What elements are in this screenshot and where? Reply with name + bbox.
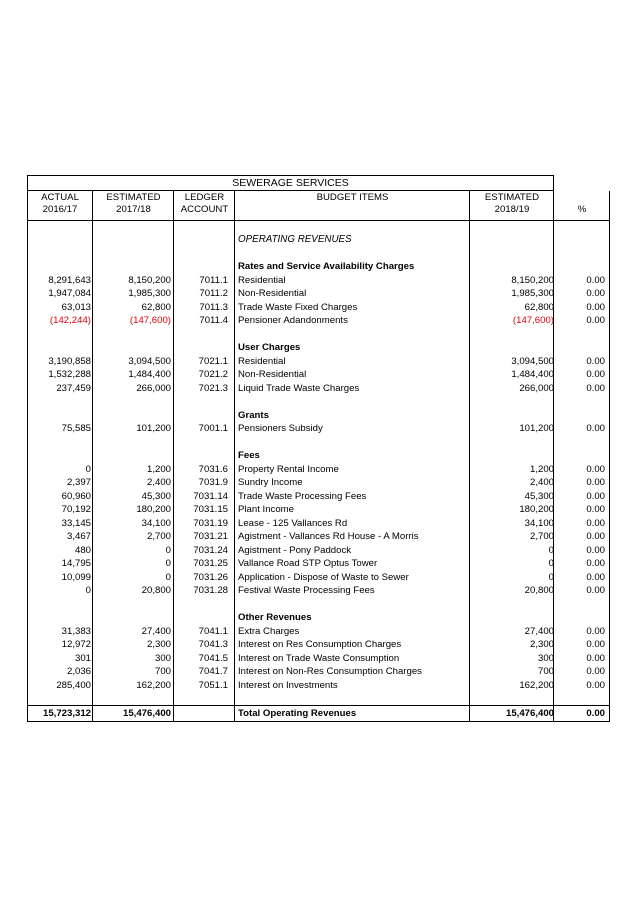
cell-ledger-account: 7011.1 <box>199 274 228 286</box>
header-actual-year: 2016/17 <box>42 204 78 215</box>
table-row <box>27 476 610 489</box>
section-heading-operating-revenues <box>27 233 610 246</box>
cell-ledger-account: 7031.6 <box>198 463 228 475</box>
table-row <box>27 463 610 476</box>
cell-estimated-2017-18: 700 <box>154 666 171 677</box>
total-row <box>27 707 610 720</box>
header-actual-label: ACTUAL <box>41 192 79 203</box>
cell-ledger-account: 7051.1 <box>198 679 228 691</box>
cell-estimated-2018-19: (147,600) <box>512 315 554 326</box>
total-percent: 0.00 <box>586 708 605 719</box>
header-estimated-2018-19 <box>470 192 554 216</box>
header-ledger-label: LEDGER <box>184 192 225 203</box>
table-row <box>27 490 610 503</box>
cell-actual: 60,960 <box>61 490 91 502</box>
cell-budget-item: Lease - 125 Vallances Rd <box>238 517 348 529</box>
cell-ledger-account: 7031.26 <box>193 571 228 583</box>
table-row <box>27 503 610 516</box>
cell-actual: 2,397 <box>66 477 91 488</box>
cell-estimated-2018-19: 162,200 <box>519 679 554 691</box>
cell-actual: (142,244) <box>49 315 91 326</box>
cell-actual: 10,099 <box>61 571 91 583</box>
table-row <box>27 544 610 557</box>
table-row <box>27 665 610 678</box>
cell-budget-item: Trade Waste Processing Fees <box>238 490 367 502</box>
cell-actual: 1,947,084 <box>48 288 91 299</box>
cell-actual: 8,291,643 <box>48 274 91 286</box>
cell-estimated-2017-18: 8,150,200 <box>128 274 171 286</box>
cell-actual: 33,145 <box>61 517 91 529</box>
table-row <box>27 638 610 651</box>
header-ledger <box>174 192 235 216</box>
cell-actual: 2,036 <box>66 666 91 677</box>
cell-estimated-2018-19: 700 <box>537 666 554 677</box>
total-divider <box>27 705 610 706</box>
cell-budget-item: Interest on Trade Waste Consumption <box>238 652 400 664</box>
total-label: Total Operating Revenues <box>238 708 357 719</box>
cell-budget-item: Non-Residential <box>238 288 307 299</box>
cell-percent: 0.00 <box>586 666 605 677</box>
cell-estimated-2017-18: 0 <box>165 571 171 583</box>
cell-budget-item: Pensioners Subsidy <box>238 423 323 434</box>
cell-ledger-account: 7041.5 <box>198 652 228 664</box>
cell-percent: 0.00 <box>586 531 605 542</box>
cell-estimated-2017-18: 34,100 <box>141 517 171 529</box>
section-title: Other Revenues <box>238 612 312 623</box>
table-row <box>27 517 610 530</box>
cell-budget-item: Trade Waste Fixed Charges <box>238 301 358 313</box>
cell-percent: 0.00 <box>586 639 605 650</box>
table-row <box>27 368 610 381</box>
cell-actual: 14,795 <box>61 558 91 569</box>
cell-percent: 0.00 <box>586 274 605 286</box>
cell-actual: 3,467 <box>66 531 91 542</box>
cell-budget-item: Application - Dispose of Waste to Sewer <box>238 571 409 583</box>
header-ledger-account: ACCOUNT <box>180 204 229 215</box>
cell-estimated-2018-19: 300 <box>537 652 554 664</box>
cell-estimated-2018-19: 8,150,200 <box>511 274 554 286</box>
table-row <box>27 557 610 570</box>
cell-estimated-2018-19: 2,400 <box>529 477 554 488</box>
cell-budget-item: Agistment - Pony Paddock <box>238 544 352 556</box>
cell-budget-item: Sundry Income <box>238 477 303 488</box>
cell-actual: 301 <box>74 652 91 664</box>
cell-estimated-2018-19: 62,800 <box>524 301 554 313</box>
cell-estimated-2017-18: 2,300 <box>146 639 171 650</box>
cell-estimated-2017-18: 0 <box>165 544 171 556</box>
cell-percent: 0.00 <box>586 585 605 596</box>
cell-estimated-2017-18: 27,400 <box>141 625 171 637</box>
cell-ledger-account: 7041.1 <box>198 625 228 637</box>
cell-estimated-2017-18: 2,400 <box>146 477 171 488</box>
table-row <box>27 652 610 665</box>
table-row <box>27 301 610 314</box>
total-estimated-2017-18: 15,476,400 <box>122 708 171 719</box>
cell-estimated-2018-19: 1,484,400 <box>511 369 554 380</box>
header-budget-items <box>235 192 470 204</box>
cell-percent: 0.00 <box>586 652 605 664</box>
section-title: Fees <box>238 450 260 461</box>
cell-budget-item: Vallance Road STP Optus Tower <box>238 558 378 569</box>
cell-estimated-2017-18: 2,700 <box>146 531 171 542</box>
cell-estimated-2017-18: 1,484,400 <box>128 369 171 380</box>
cell-estimated-2017-18: 20,800 <box>141 585 171 596</box>
cell-estimated-2017-18: (147,600) <box>129 315 171 326</box>
cell-ledger-account: 7021.3 <box>198 382 228 394</box>
cell-ledger-account: 7041.7 <box>198 666 228 677</box>
section-title-row <box>27 449 610 462</box>
cell-ledger-account: 7031.19 <box>193 517 228 529</box>
table-row <box>27 314 610 327</box>
cell-estimated-2017-18: 1,985,300 <box>128 288 171 299</box>
cell-budget-item: Interest on Investments <box>238 679 338 691</box>
sheet-title: SEWERAGE SERVICES <box>27 175 554 191</box>
cell-estimated-2017-18: 101,200 <box>136 423 171 434</box>
cell-budget-item: Residential <box>238 355 286 367</box>
cell-percent: 0.00 <box>586 490 605 502</box>
header-estimated-label: ESTIMATED <box>106 192 161 203</box>
cell-ledger-account: 7001.1 <box>198 423 228 434</box>
table-row <box>27 355 610 368</box>
cell-ledger-account: 7041.3 <box>198 639 228 650</box>
cell-ledger-account: 7031.9 <box>198 477 228 488</box>
header-estimated-label: ESTIMATED <box>484 192 540 203</box>
header-divider <box>27 220 610 221</box>
cell-percent: 0.00 <box>586 558 605 569</box>
cell-budget-item: Residential <box>238 274 286 286</box>
section-title-row <box>27 409 610 422</box>
cell-estimated-2017-18: 162,200 <box>136 679 171 691</box>
cell-percent: 0.00 <box>586 504 605 515</box>
table-row <box>27 274 610 287</box>
cell-estimated-2017-18: 180,200 <box>136 504 171 515</box>
section-title-row <box>27 341 610 354</box>
header-budget-items-label: BUDGET ITEMS <box>316 192 389 203</box>
cell-percent: 0.00 <box>586 544 605 556</box>
cell-percent: 0.00 <box>586 571 605 583</box>
cell-estimated-2018-19: 0 <box>548 544 554 556</box>
cell-ledger-account: 7031.28 <box>193 585 228 596</box>
total-actual: 15,723,312 <box>42 708 91 719</box>
cell-budget-item: Extra Charges <box>238 625 300 637</box>
table-row <box>27 679 610 692</box>
cell-actual: 1,532,288 <box>48 369 91 380</box>
cell-estimated-2018-19: 266,000 <box>519 382 554 394</box>
cell-ledger-account: 7031.21 <box>193 531 228 542</box>
cell-ledger-account: 7021.1 <box>198 355 228 367</box>
cell-actual: 12,972 <box>61 639 91 650</box>
cell-ledger-account: 7031.15 <box>193 504 228 515</box>
cell-estimated-2018-19: 3,094,500 <box>511 355 554 367</box>
cell-percent: 0.00 <box>586 382 605 394</box>
cell-ledger-account: 7031.25 <box>193 558 228 569</box>
header-percent <box>554 204 610 216</box>
cell-budget-item: Pensioner Adandonments <box>238 315 348 326</box>
section-title-row <box>27 611 610 624</box>
cell-estimated-2018-19: 180,200 <box>519 504 554 515</box>
section-title-row <box>27 260 610 273</box>
table-row <box>27 382 610 395</box>
cell-actual: 31,383 <box>61 625 91 637</box>
total-estimated-2018-19: 15,476,400 <box>505 708 554 719</box>
cell-estimated-2018-19: 2,700 <box>529 531 554 542</box>
cell-percent: 0.00 <box>586 625 605 637</box>
cell-estimated-2018-19: 34,100 <box>524 517 554 529</box>
cell-ledger-account: 7011.2 <box>199 288 228 299</box>
cell-estimated-2018-19: 0 <box>548 571 554 583</box>
table-row <box>27 287 610 300</box>
cell-estimated-2018-19: 27,400 <box>524 625 554 637</box>
cell-budget-item: Non-Residential <box>238 369 307 380</box>
cell-ledger-account: 7031.24 <box>193 544 228 556</box>
header-estimated-2017-18 <box>93 192 174 216</box>
cell-actual: 63,013 <box>61 301 91 313</box>
header-estimated-year: 2018/19 <box>494 204 530 215</box>
cell-percent: 0.00 <box>586 423 605 434</box>
cell-estimated-2018-19: 2,300 <box>529 639 554 650</box>
cell-estimated-2018-19: 0 <box>548 558 554 569</box>
cell-percent: 0.00 <box>586 679 605 691</box>
cell-ledger-account: 7011.3 <box>199 301 228 313</box>
section-title: Rates and Service Availability Charges <box>238 261 415 272</box>
cell-estimated-2017-18: 62,800 <box>141 301 171 313</box>
cell-estimated-2018-19: 101,200 <box>519 423 554 434</box>
cell-estimated-2017-18: 266,000 <box>136 382 171 394</box>
cell-budget-item: Interest on Non-Res Consumption Charges <box>238 666 422 677</box>
cell-budget-item: Festival Waste Processing Fees <box>238 585 375 596</box>
cell-budget-item: Agistment - Vallances Rd House - A Morris <box>238 531 419 542</box>
cell-estimated-2017-18: 0 <box>165 558 171 569</box>
cell-budget-item: Interest on Res Consumption Charges <box>238 639 402 650</box>
cell-percent: 0.00 <box>586 355 605 367</box>
table-row <box>27 571 610 584</box>
cell-budget-item: Plant Income <box>238 504 294 515</box>
cell-actual: 0 <box>85 585 91 596</box>
cell-percent: 0.00 <box>586 301 605 313</box>
cell-actual: 75,585 <box>61 423 91 434</box>
cell-percent: 0.00 <box>586 288 605 299</box>
cell-actual: 237,459 <box>56 382 91 394</box>
table-row <box>27 422 610 435</box>
cell-actual: 480 <box>74 544 91 556</box>
cell-budget-item: Property Rental Income <box>238 463 339 475</box>
cell-estimated-2018-19: 20,800 <box>524 585 554 596</box>
cell-estimated-2017-18: 1,200 <box>146 463 171 475</box>
cell-actual: 0 <box>85 463 91 475</box>
section-title: User Charges <box>238 342 301 353</box>
operating-revenues-heading: OPERATING REVENUES <box>238 234 352 245</box>
section-title: Grants <box>238 409 269 421</box>
cell-percent: 0.00 <box>586 315 605 326</box>
table-row <box>27 625 610 638</box>
cell-ledger-account: 7021.2 <box>198 369 228 380</box>
cell-estimated-2017-18: 45,300 <box>141 490 171 502</box>
header-actual <box>27 192 93 216</box>
header-percent-label: % <box>577 204 587 215</box>
cell-actual: 70,192 <box>61 504 91 515</box>
cell-estimated-2018-19: 1,985,300 <box>511 288 554 299</box>
cell-ledger-account: 7031.14 <box>193 490 228 502</box>
cell-percent: 0.00 <box>586 369 605 380</box>
cell-percent: 0.00 <box>586 463 605 475</box>
cell-actual: 3,190,858 <box>48 355 91 367</box>
cell-actual: 285,400 <box>56 679 91 691</box>
cell-estimated-2018-19: 1,200 <box>529 463 554 475</box>
table-row <box>27 530 610 543</box>
cell-budget-item: Liquid Trade Waste Charges <box>238 382 360 394</box>
cell-estimated-2017-18: 3,094,500 <box>128 355 171 367</box>
header-estimated-year: 2017/18 <box>116 204 151 215</box>
cell-ledger-account: 7011.4 <box>199 315 228 326</box>
cell-estimated-2017-18: 300 <box>154 652 171 664</box>
cell-estimated-2018-19: 45,300 <box>524 490 554 502</box>
cell-percent: 0.00 <box>586 517 605 529</box>
cell-percent: 0.00 <box>586 477 605 488</box>
table-row <box>27 584 610 597</box>
